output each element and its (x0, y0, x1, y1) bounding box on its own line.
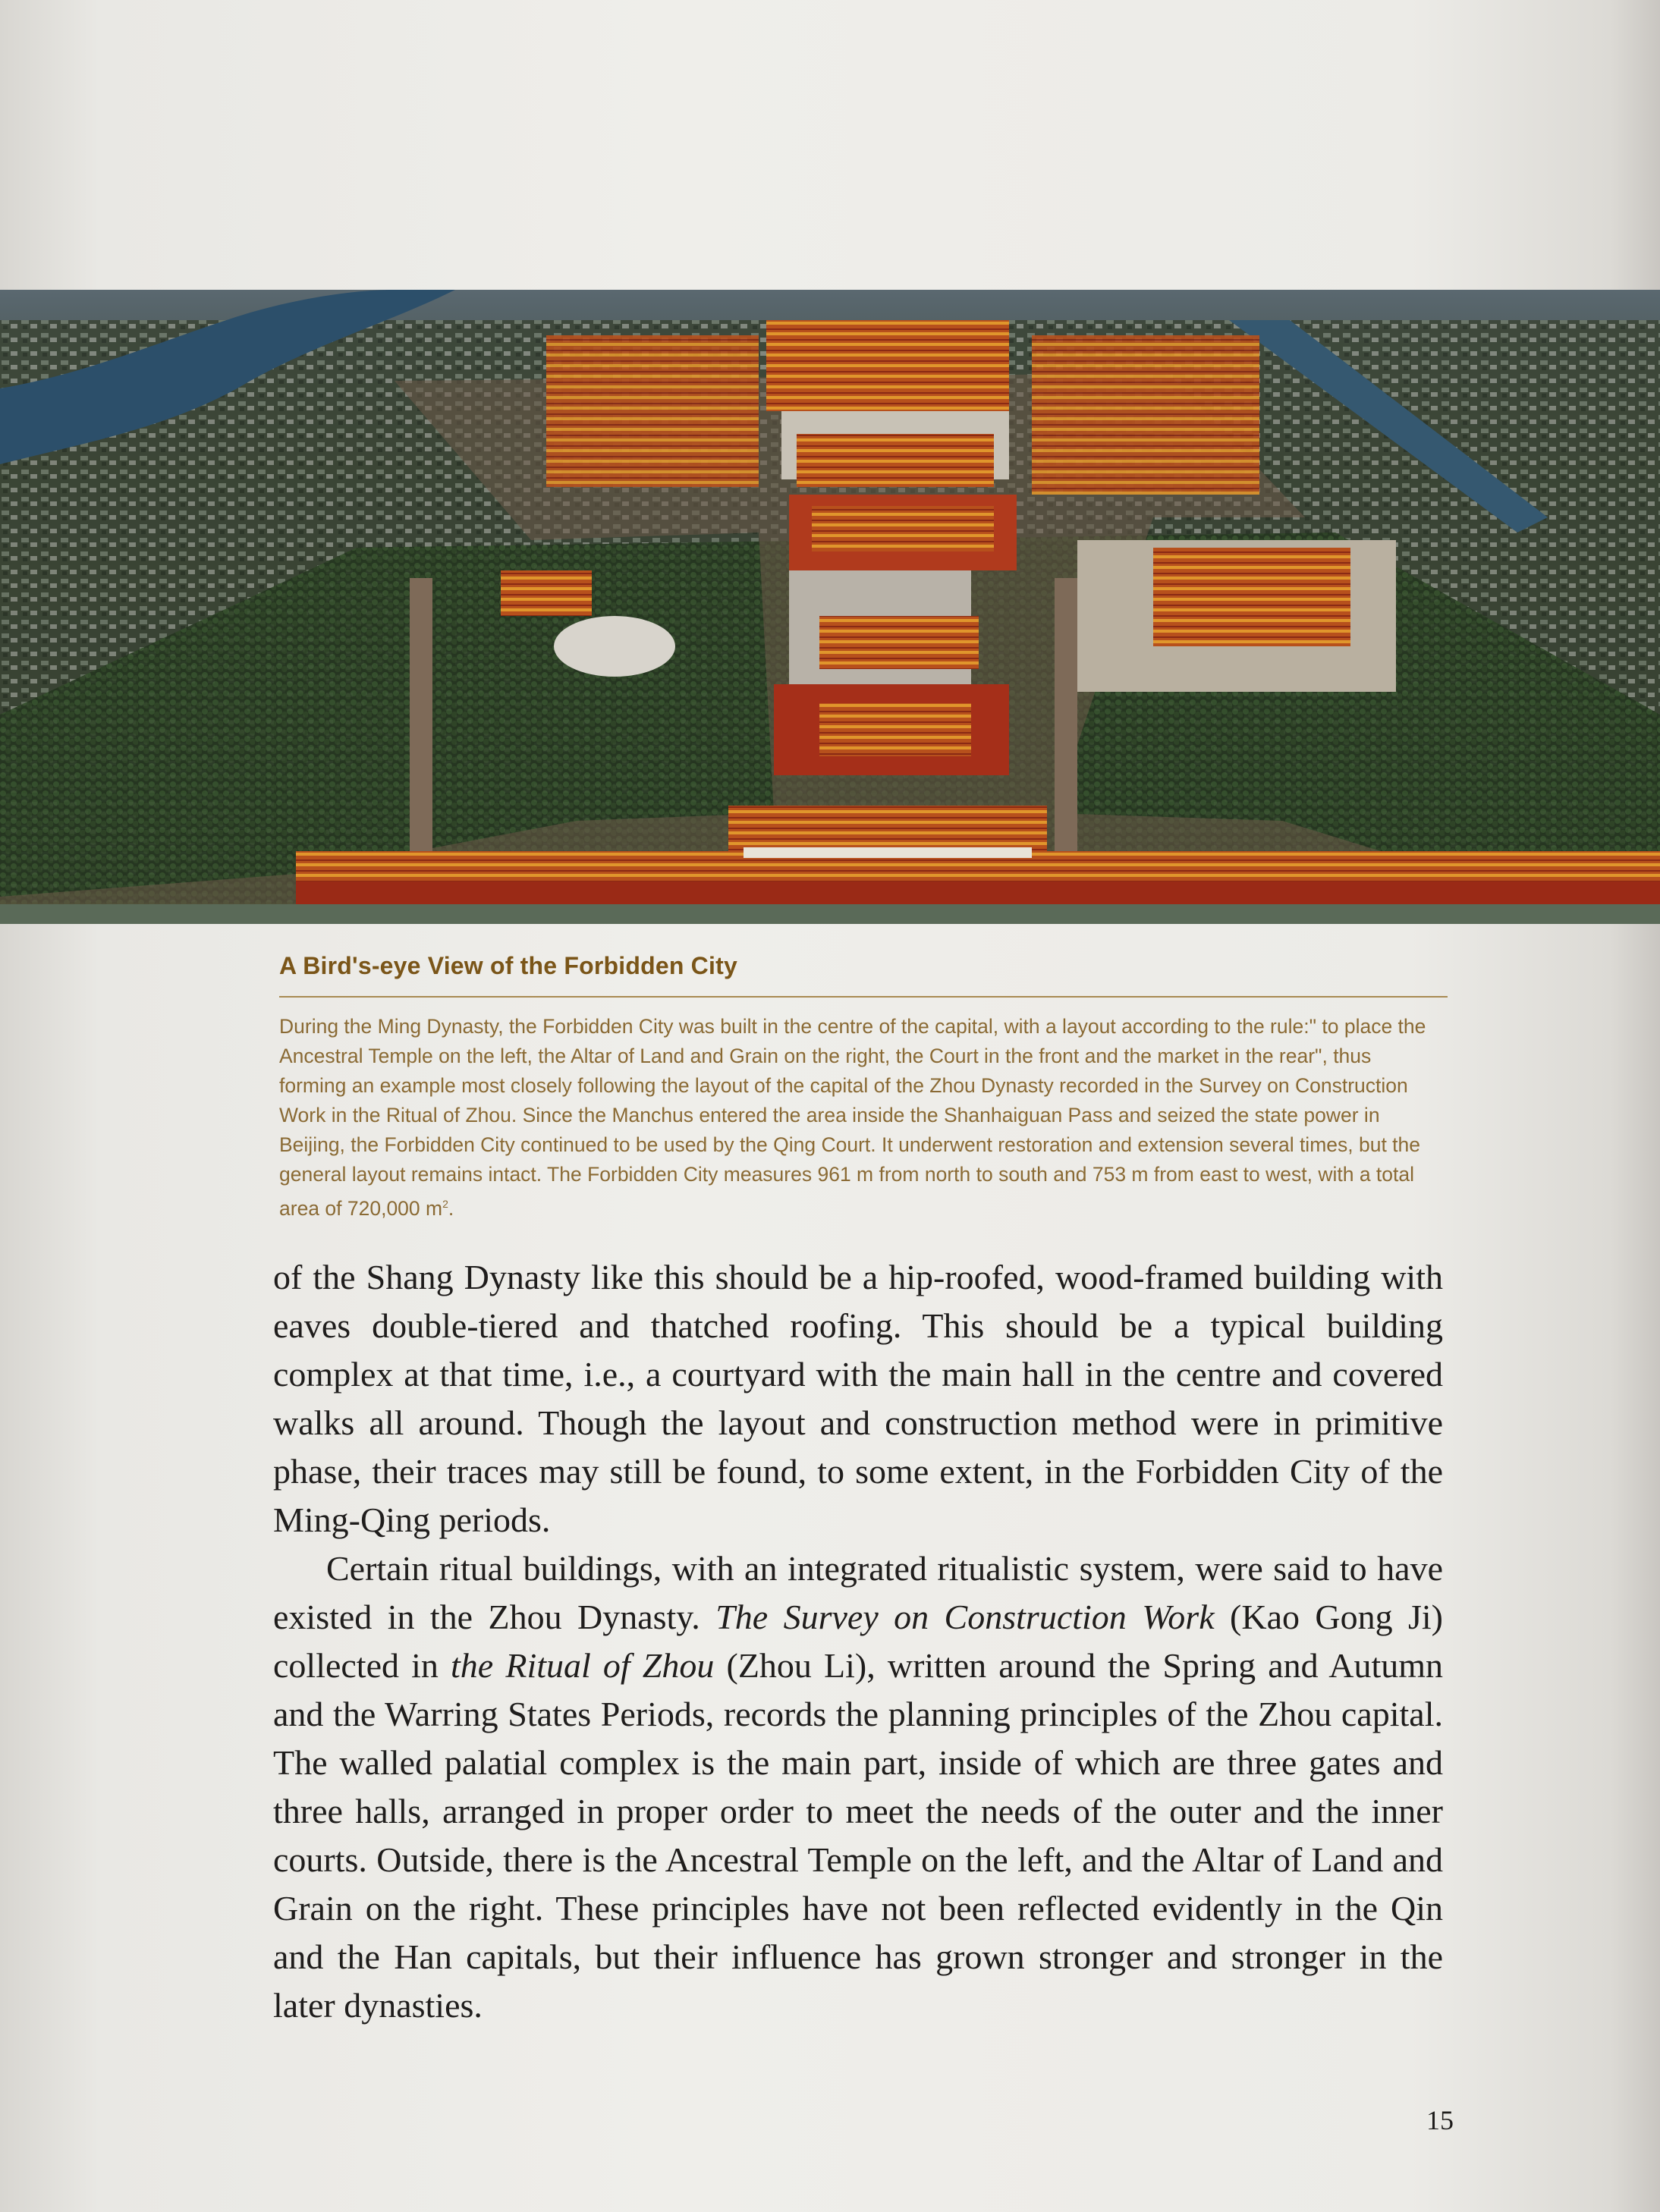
paragraph-2-part-c: (Zhou Li), written around the Spring and Autumn and the Warring States Periods, records the planning principles of the Zhou capital. The walled palatial complex is the main part, inside of which are three gates and three halls, arranged in proper order to meet the needs of the outer and the inner courts. Outside, there is the Ancestral Temple on the left, and the Altar of Land and Grain on the right. These principles have not been reflected evidently in the Qin and the Han capitals, but their influence has grown stronger and stronger in the later dynasties. (273, 1646, 1444, 2025)
italic-title-ritual: the Ritual of Zhou (451, 1646, 715, 1685)
caption-text-main: During the Ming Dynasty, the Forbidden City was built in the centre of the capital, with a layout according to the rule:" to place the Ancestral Temple on the left, the Altar of Land and Grain on the right, the Court in the front and the market in the rear", thus forming an example most closely following the layout of the capital of the Zhou Dynasty recorded in the Survey on Construction Work in the Ritual of Zhou. Since the Manchus entered the area inside the Shanhaiguan Pass and seized the state power in Beijing, the Forbidden City continued to be used by the Qing Court. It underwent restoration and extension several times, but the general layout remains intact. The Forbidden City measures 961 m from north to south and 753 m from east to west, with a total area of 720,000 m (279, 1015, 1426, 1220)
paragraph-2 (273, 1544, 1443, 2030)
page-number: 15 (1426, 2105, 1454, 2135)
caption-text-end: . (448, 1196, 454, 1220)
aerial-photo-forbidden-city-icon (0, 290, 1660, 924)
aerial-photo (0, 290, 1660, 924)
paragraph-2-part-b: (Kao Gong Ji) collected in (273, 1598, 1443, 1685)
caption-superscript: 2 (442, 1198, 448, 1210)
paragraph-1: of the Shang Dynasty like this should be a hip-roofed, wood-framed building with eaves double-tiered and thatched roofing. This should be a typical building complex at that time, i.e., a courtyard with the main hall in the centre and covered walks all around. Though the layout and construction method were in primitive phase, their traces may still be found, to some extent, in the Forbidden City of the Ming-Qing periods. (273, 1258, 1443, 1539)
body-text (273, 1253, 1443, 2030)
caption-text (279, 1012, 1440, 1224)
italic-title-survey: The Survey on Construction Work (715, 1598, 1215, 1636)
paragraph-2-part-a: Certain ritual buildings, with an integrated ritualistic system, were said to have existed in the Zhou Dynasty. (273, 1549, 1443, 1636)
caption-divider (279, 996, 1448, 998)
caption-title: A Bird's-eye View of the Forbidden City (279, 952, 737, 979)
